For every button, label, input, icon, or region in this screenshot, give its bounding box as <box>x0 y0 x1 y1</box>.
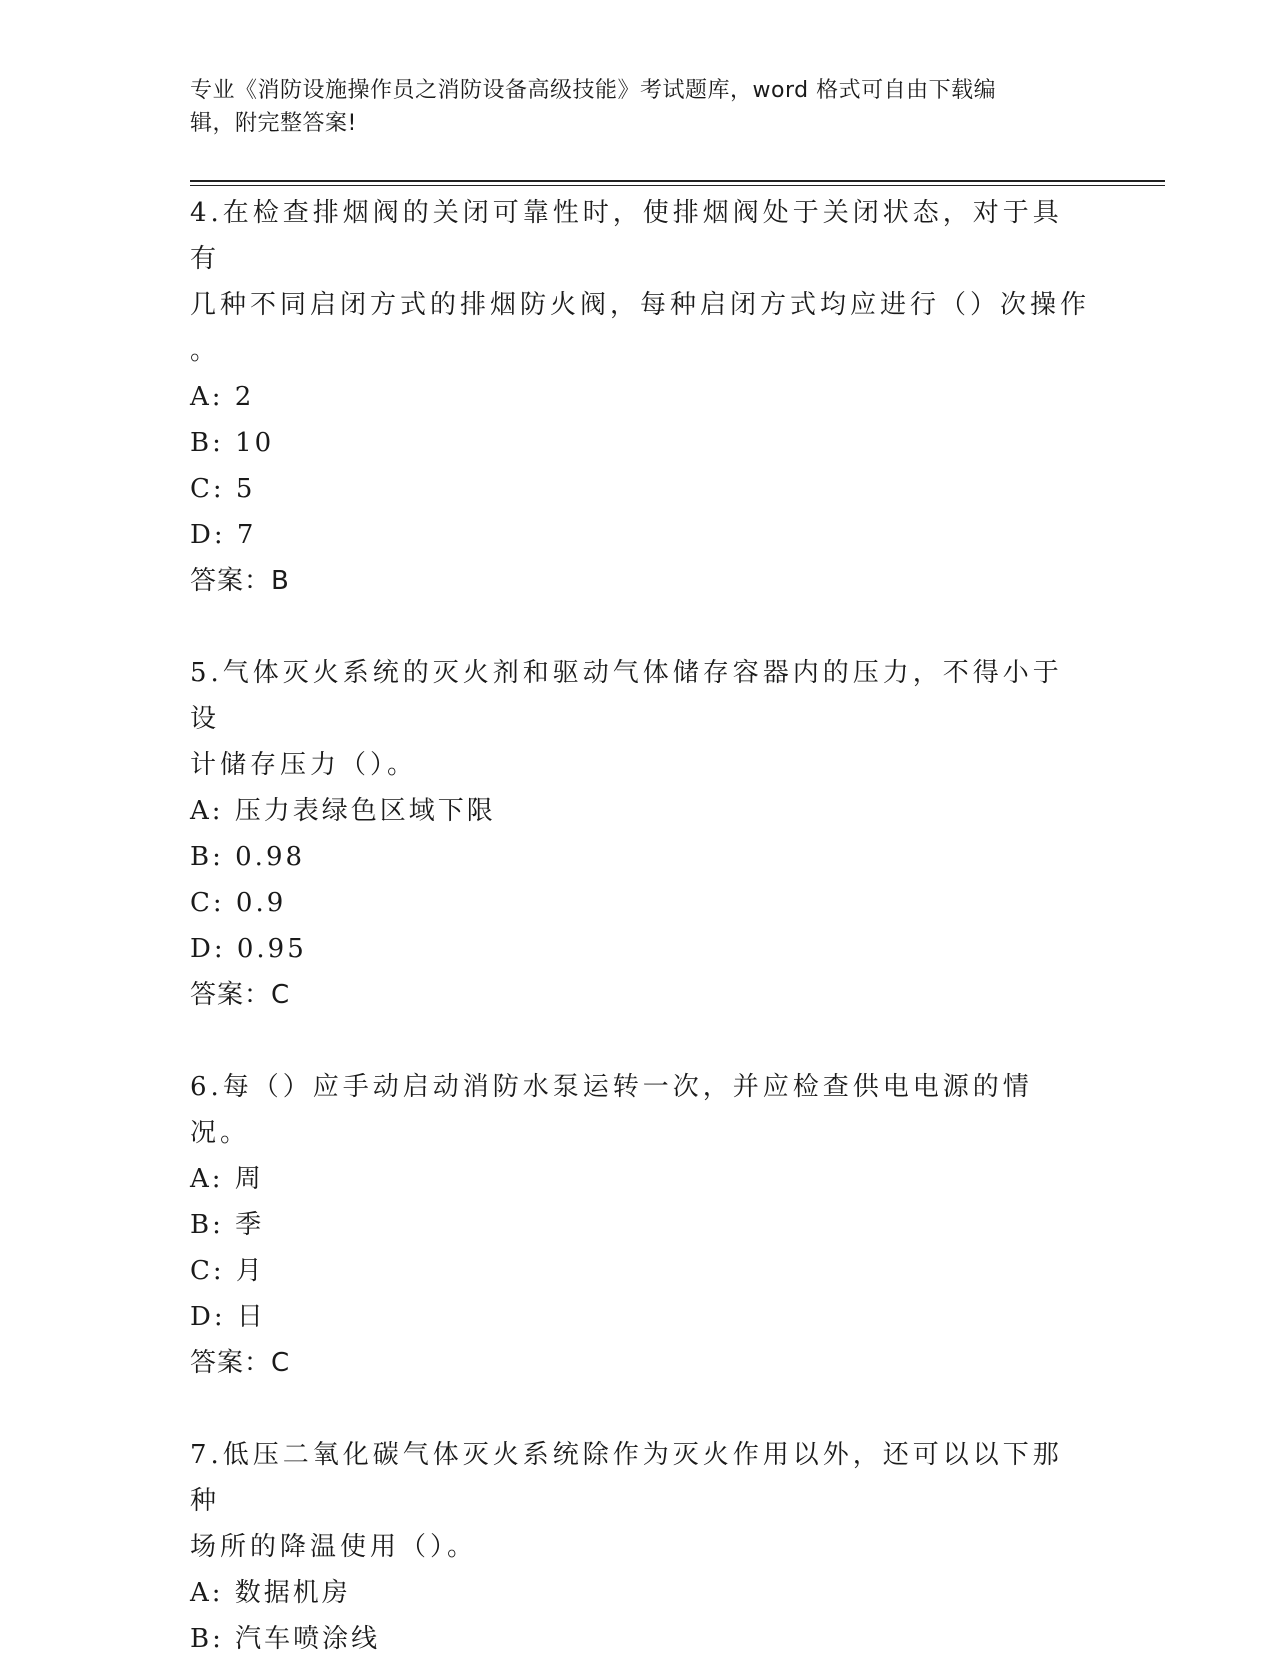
question-5-option-c: C: 0.9 <box>190 888 287 918</box>
question-6-option-c: C: 月 <box>190 1256 265 1286</box>
question-4-option-a: A: 2 <box>190 382 255 412</box>
question-5-option-d: D: 0.95 <box>190 934 307 964</box>
question-4-stem-line-2: 几种不同启闭方式的排烟防火阀，每种启闭方式均应进行（）次操作 <box>190 290 1091 320</box>
question-7-stem-line-2: 场所的降温使用（）。 <box>190 1532 478 1562</box>
question-6-stem-line-1: 6.每（）应手动启动消防水泵运转一次，并应检查供电电源的情况。 <box>190 1072 1033 1148</box>
question-7-option-a: A: 数据机房 <box>190 1578 351 1608</box>
question-7-option-b: B: 汽车喷涂线 <box>190 1624 381 1654</box>
question-5 <box>190 650 1090 1018</box>
header-line-2: 辑，附完整答案! <box>190 111 357 136</box>
question-4-stem-line-1: 4.在检查排烟阀的关闭可靠性时，使排烟阀处于关闭状态，对于具有 <box>190 198 1063 274</box>
question-7-stem-line-1: 7.低压二氧化碳气体灭火系统除作为灭火作用以外，还可以以下那种 <box>190 1440 1063 1516</box>
document-header <box>190 74 1090 140</box>
question-5-answer: 答案：C <box>190 980 291 1010</box>
question-4-option-d: D: 7 <box>190 520 257 550</box>
header-line-1: 专业《消防设施操作员之消防设备高级技能》考试题库，word 格式可自由下载编 <box>190 78 997 103</box>
question-5-option-b: B: 0.98 <box>190 842 306 872</box>
question-6-option-a: A: 周 <box>190 1164 264 1194</box>
question-spacer <box>190 1386 1090 1432</box>
question-4-stem-line-3: 。 <box>190 336 221 366</box>
question-6-answer: 答案：C <box>190 1348 291 1378</box>
question-4-option-c: C: 5 <box>190 474 256 504</box>
question-6-option-d: D: 日 <box>190 1302 266 1332</box>
question-4-answer: 答案：B <box>190 566 290 596</box>
question-7 <box>190 1432 1090 1662</box>
question-list <box>190 190 1090 1662</box>
question-4-option-b: B: 10 <box>190 428 275 458</box>
question-spacer <box>190 1018 1090 1064</box>
question-5-stem-line-2: 计储存压力（）。 <box>190 750 418 780</box>
question-6-option-b: B: 季 <box>190 1210 265 1240</box>
question-5-stem-line-1: 5.气体灭火系统的灭火剂和驱动气体储存容器内的压力，不得小于设 <box>190 658 1063 734</box>
header-divider <box>190 180 1165 186</box>
question-6 <box>190 1064 1090 1386</box>
question-4 <box>190 190 1090 604</box>
question-spacer <box>190 604 1090 650</box>
question-5-option-a: A: 压力表绿色区域下限 <box>190 796 496 826</box>
